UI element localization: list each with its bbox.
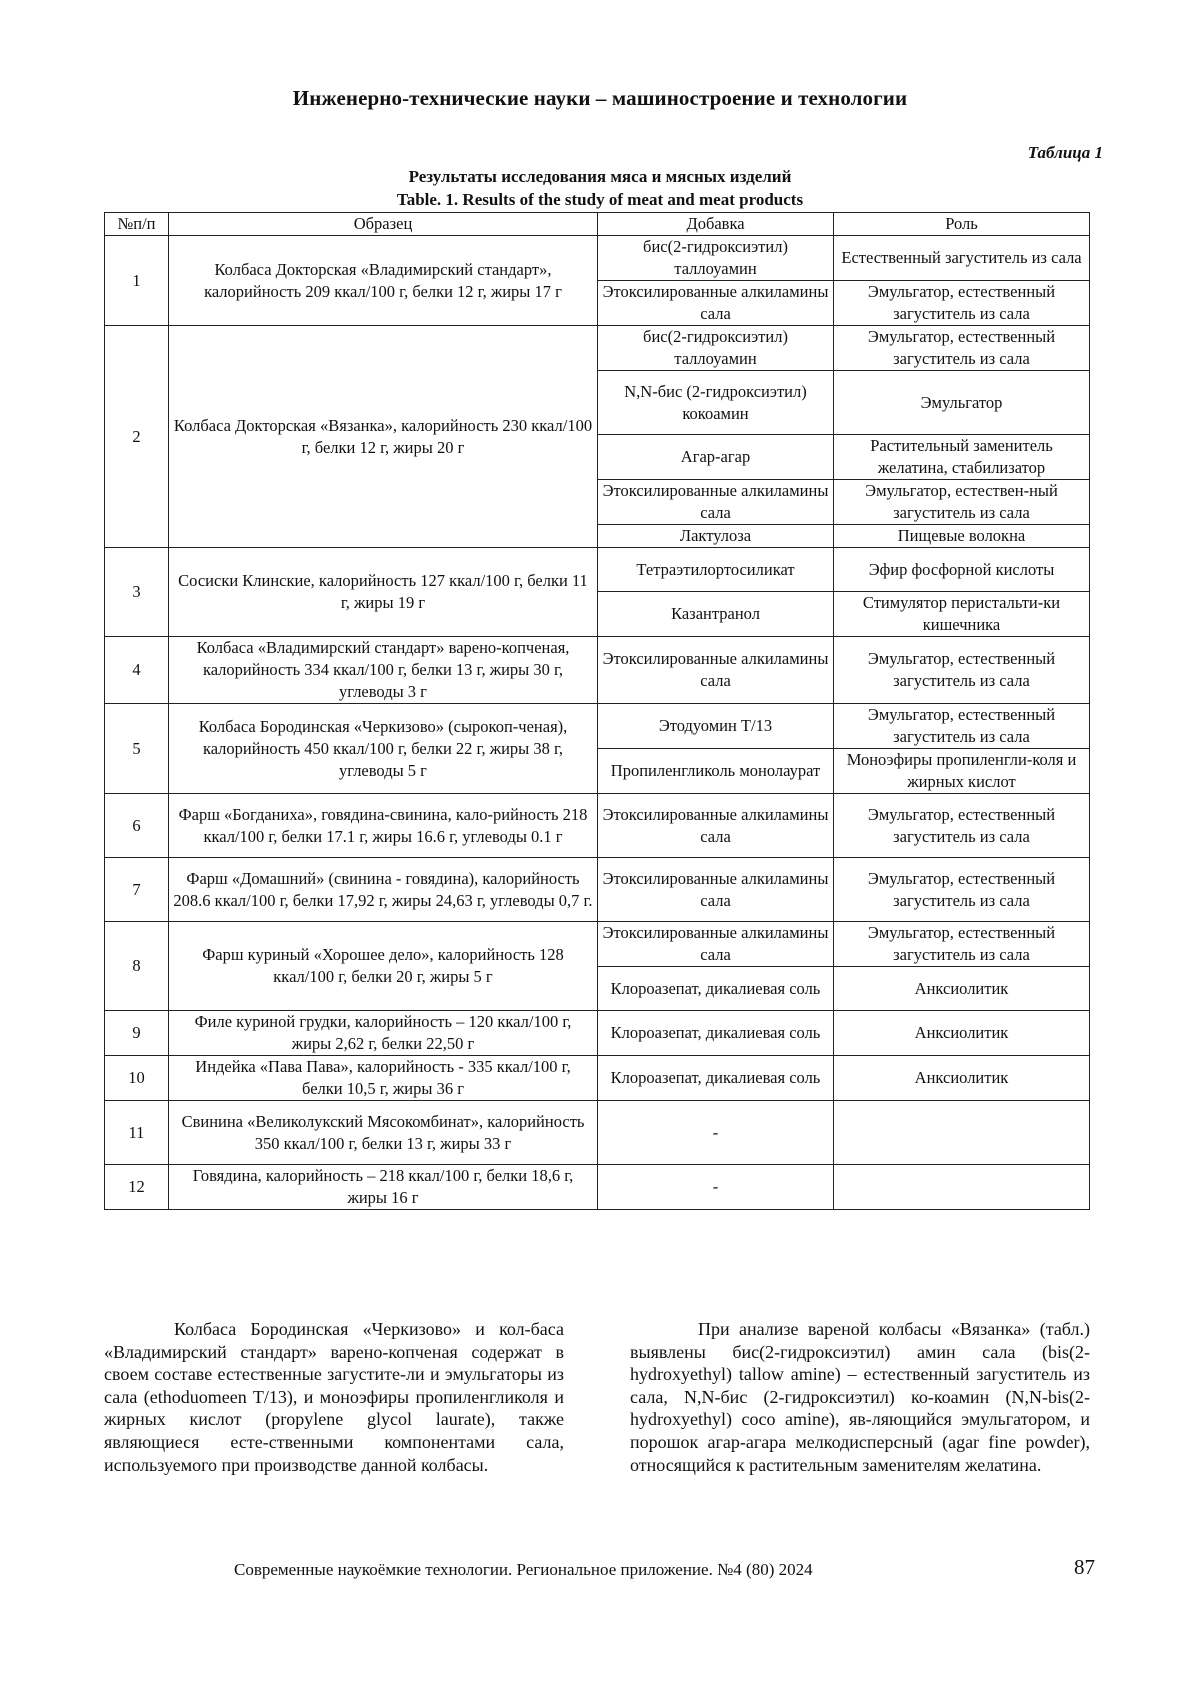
row-number-cell: 11: [105, 1101, 169, 1165]
column-header: Роль: [834, 213, 1090, 236]
table-number: Таблица 1: [1027, 143, 1103, 162]
additive-cell: Пропиленгликоль монолаурат: [598, 749, 834, 794]
row-number-cell: 6: [105, 794, 169, 858]
role-cell: [834, 1101, 1090, 1165]
role-cell: Эмульгатор, естественный загуститель из сала: [834, 858, 1090, 922]
table-body: [105, 236, 1090, 1210]
additive-cell: Этоксилированные алкиламины сала: [598, 281, 834, 326]
additive-cell: бис(2-гидроксиэтил) таллоуамин: [598, 326, 834, 371]
table-row: [105, 794, 1090, 858]
sample-cell: Говядина, калорийность – 218 ккал/100 г, белки 18,6 г, жиры 16 г: [169, 1165, 598, 1210]
table-caption-ru: Результаты исследования мяса и мясных изделий: [408, 167, 792, 186]
row-number-cell: 5: [105, 704, 169, 794]
table-row: [105, 1165, 1090, 1210]
additive-cell: Клороазепат, дикалиевая соль: [598, 1056, 834, 1101]
additive-cell: -: [598, 1101, 834, 1165]
role-cell: Эмульгатор, естествен-ный загуститель из сала: [834, 480, 1090, 525]
sample-cell: Колбаса «Владимирский стандарт» варено-копченая, калорийность 334 ккал/100 г, белки 13 г, жиры 30 г, углеводы 3 г: [169, 637, 598, 704]
sample-cell: Сосиски Клинские, калорийность 127 ккал/100 г, белки 11 г, жиры 19 г: [169, 548, 598, 637]
additive-cell: Этоксилированные алкиламины сала: [598, 480, 834, 525]
additive-cell: Казантранол: [598, 592, 834, 637]
row-number-cell: 3: [105, 548, 169, 637]
additive-cell: Этоксилированные алкиламины сала: [598, 637, 834, 704]
role-cell: Моноэфиры пропиленгли-коля и жирных кислот: [834, 749, 1090, 794]
sample-cell: Колбаса Докторская «Владимирский стандарт», калорийность 209 ккал/100 г, белки 12 г, жиры 17 г: [169, 236, 598, 326]
sample-cell: Колбаса Бородинская «Черкизово» (сырокоп-ченая), калорийность 450 ккал/100 г, белки 22 г, жиры 38 г, углеводы 5 г: [169, 704, 598, 794]
row-number-cell: 4: [105, 637, 169, 704]
table-row: [105, 1056, 1090, 1101]
role-cell: Стимулятор перистальти-ки кишечника: [834, 592, 1090, 637]
additive-cell: Этоксилированные алкиламины сала: [598, 794, 834, 858]
paragraph-left: Колбаса Бородинская «Черкизово» и кол-баса «Владимирский стандарт» варено-копченая содержат в своем составе естественные загустите-ли и эмульгаторы из сала (ethoduomeen T/13), и моноэфиры пропиленгликоля и жирных кислот (propylene glycol laurate), также являющиеся есте-ственными компонентами сала, используемого при производстве данной колбасы.: [104, 1319, 564, 1475]
page-number: 87: [1074, 1555, 1095, 1579]
additive-cell: Этоксилированные алкиламины сала: [598, 922, 834, 967]
table-row: [105, 1101, 1090, 1165]
row-number-cell: 8: [105, 922, 169, 1011]
row-number-cell: 10: [105, 1056, 169, 1101]
table-row: [105, 704, 1090, 749]
table-row: [105, 858, 1090, 922]
role-cell: Растительный заменитель желатина, стабилизатор: [834, 435, 1090, 480]
role-cell: Эмульгатор, естественный загуститель из сала: [834, 704, 1090, 749]
role-cell: Естественный загуститель из сала: [834, 236, 1090, 281]
additive-cell: Этодуомин Т/13: [598, 704, 834, 749]
table-header-row: [105, 213, 1090, 236]
column-header: Образец: [169, 213, 598, 236]
role-cell: [834, 1165, 1090, 1210]
role-cell: Эфир фосфорной кислоты: [834, 548, 1090, 592]
additive-cell: Агар-агар: [598, 435, 834, 480]
role-cell: Эмульгатор, естественный загуститель из сала: [834, 794, 1090, 858]
paragraph-right: При анализе вареной колбасы «Вязанка» (табл.) выявлены бис(2-гидроксиэтил) амин сала (bis(2-hydroxyethyl) tallow amine) – естественный загуститель из сала, N,N-бис (2-гидроксиэтил) ко-коамин (N,N-bis(2-hydroxyethyl) coco amine), яв-ляющийся эмульгатором, и порошок агар-агара мелкодисперсный (agar fine powder), относящийся к растительным заменителям желатина.: [630, 1319, 1090, 1475]
role-cell: Анксиолитик: [834, 967, 1090, 1011]
role-cell: Анксиолитик: [834, 1056, 1090, 1101]
table-row: [105, 1011, 1090, 1056]
row-number-cell: 9: [105, 1011, 169, 1056]
table-row: [105, 637, 1090, 704]
table-row: [105, 326, 1090, 371]
row-number-cell: 1: [105, 236, 169, 326]
role-cell: Эмульгатор, естественный загуститель из сала: [834, 281, 1090, 326]
sample-cell: Свинина «Великолукский Мясокомбинат», калорийность 350 ккал/100 г, белки 13 г, жиры 33 г: [169, 1101, 598, 1165]
row-number-cell: 2: [105, 326, 169, 548]
sample-cell: Фарш куриный «Хорошее дело», калорийность 128 ккал/100 г, белки 20 г, жиры 5 г: [169, 922, 598, 1011]
additive-cell: Этоксилированные алкиламины сала: [598, 858, 834, 922]
sample-cell: Фарш «Богданиха», говядина-свинина, кало-рийность 218 ккал/100 г, белки 17.1 г, жиры 16.6 г, углеводы 0.1 г: [169, 794, 598, 858]
additive-cell: Тетраэтилортосиликат: [598, 548, 834, 592]
column-header: Добавка: [598, 213, 834, 236]
additive-cell: N,N-бис (2-гидроксиэтил) кокоамин: [598, 371, 834, 435]
row-number-cell: 7: [105, 858, 169, 922]
table-row: [105, 236, 1090, 281]
role-cell: Анксиолитик: [834, 1011, 1090, 1056]
additive-cell: -: [598, 1165, 834, 1210]
page-header: Инженерно-технические науки – машиностроение и технологии: [292, 86, 908, 110]
role-cell: Эмульгатор: [834, 371, 1090, 435]
sample-cell: Индейка «Пава Пава», калорийность - 335 ккал/100 г, белки 10,5 г, жиры 36 г: [169, 1056, 598, 1101]
table-row: [105, 922, 1090, 967]
additive-cell: бис(2-гидроксиэтил) таллоуамин: [598, 236, 834, 281]
role-cell: Пищевые волокна: [834, 525, 1090, 548]
sample-cell: Фарш «Домашний» (свинина - говядина), калорийность 208.6 ккал/100 г, белки 17,92 г, жиры 24,63 г, углеводы 0,7 г.: [169, 858, 598, 922]
additive-cell: Клороазепат, дикалиевая соль: [598, 967, 834, 1011]
row-number-cell: 12: [105, 1165, 169, 1210]
sample-cell: Филе куриной грудки, калорийность – 120 ккал/100 г, жиры 2,62 г, белки 22,50 г: [169, 1011, 598, 1056]
additive-cell: Лактулоза: [598, 525, 834, 548]
role-cell: Эмульгатор, естественный загуститель из сала: [834, 637, 1090, 704]
sample-cell: Колбаса Докторская «Вязанка», калорийность 230 ккал/100 г, белки 12 г, жиры 20 г: [169, 326, 598, 548]
role-cell: Эмульгатор, естественный загуститель из сала: [834, 326, 1090, 371]
additive-cell: Клороазепат, дикалиевая соль: [598, 1011, 834, 1056]
results-table: [104, 212, 1090, 1210]
role-cell: Эмульгатор, естественный загуститель из сала: [834, 922, 1090, 967]
table-row: [105, 548, 1090, 592]
table-caption-en: Table. 1. Results of the study of meat and meat products: [396, 190, 804, 209]
journal-footer: Современные наукоёмкие технологии. Региональное приложение. №4 (80) 2024: [234, 1560, 813, 1579]
column-header: №п/п: [105, 213, 169, 236]
